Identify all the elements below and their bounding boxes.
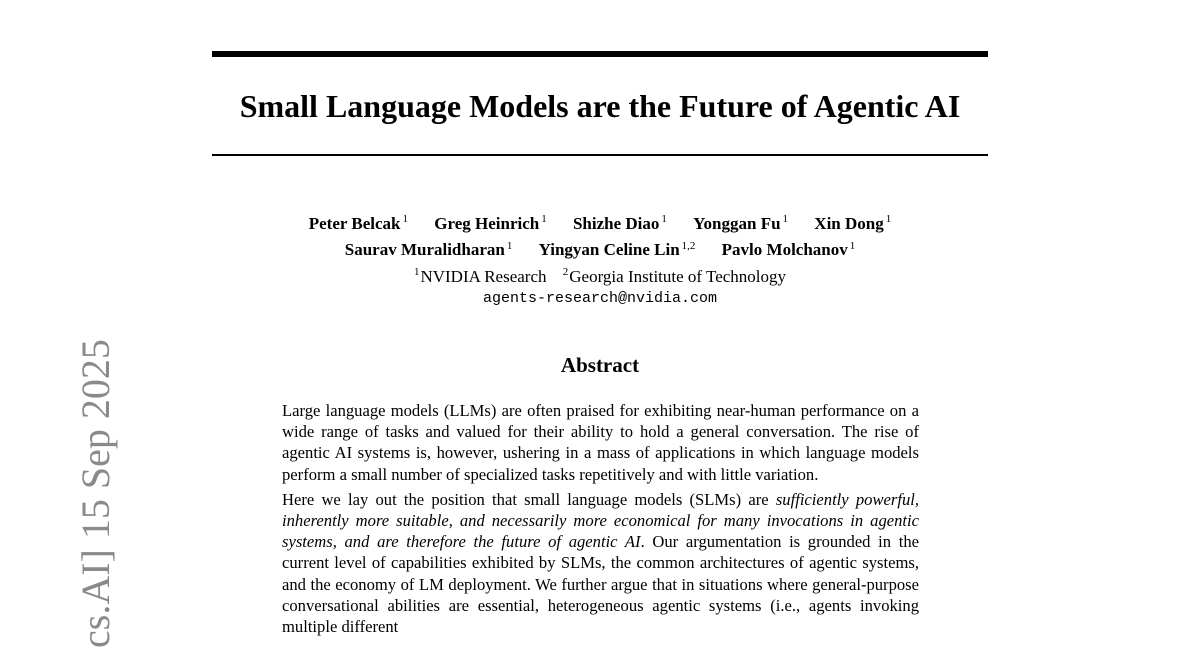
author-line-1 (212, 208, 988, 235)
arxiv-identifier-stamp: cs.AI] 15 Sep 2025 (73, 339, 118, 648)
title-top-rule (212, 51, 988, 57)
abstract-body (282, 400, 919, 641)
author-line-2 (212, 235, 988, 262)
author-name: Pavlo Molchanov $^1$ (721, 239, 856, 260)
affiliation: $^1$NVIDIA Research (413, 266, 547, 286)
author-name: Peter Belcak $^1$ (308, 213, 408, 233)
author-block (212, 208, 988, 310)
author-name: Yonggan Fu $^1$ (693, 213, 789, 233)
abstract-paragraph-2: Here we lay out the position that small language models (SLMs) are sufficiently powerful, inherently more suitable, and necessarily more economical for many invocations in agentic systems, and are therefore the future of agentic AI. Our argumentation is grounded in the current level of capabilities exhibited by SLMs, the common architectures of agentic systems, and the economy of LM deployment. We further argue that in situations where general-purpose conversational abilities are essential, heterogeneous agentic systems (i.e., agents invoking multiple different (282, 489, 920, 637)
contact-email: agents-research@nvidia.com (482, 289, 718, 307)
abstract-heading: Abstract (560, 353, 640, 377)
author-name: Xin Dong $^1$ (814, 213, 892, 233)
author-name: Greg Heinrich $^1$ (434, 213, 547, 233)
affiliation: $^2$Georgia Institute of Technology (562, 266, 787, 286)
abstract-paragraph-1: Large language models (LLMs) are often praised for exhibiting near-human performance on a wide range of tasks and valued for their ability to hold a general conversation. The rise of agentic AI systems is, however, ushering in a mass of applications in which language models perform a small number of specialized tasks repetitively and with little variation. (282, 401, 919, 484)
author-name: Yingyan Celine Lin $^{1,2}$ (538, 239, 696, 260)
title-bottom-rule (212, 154, 988, 156)
paper-title: Small Language Models are the Future of Agentic AI (239, 88, 961, 124)
affiliations (212, 261, 988, 288)
author-name: Shizhe Diao $^1$ (572, 213, 667, 233)
author-name: Saurav Muralidharan $^1$ (344, 239, 513, 260)
position-statement: sufficiently powerful, inherently more suitable, and necessarily more economical for many invocations in agentic systems, and are therefore the future of agentic AI (282, 489, 920, 552)
